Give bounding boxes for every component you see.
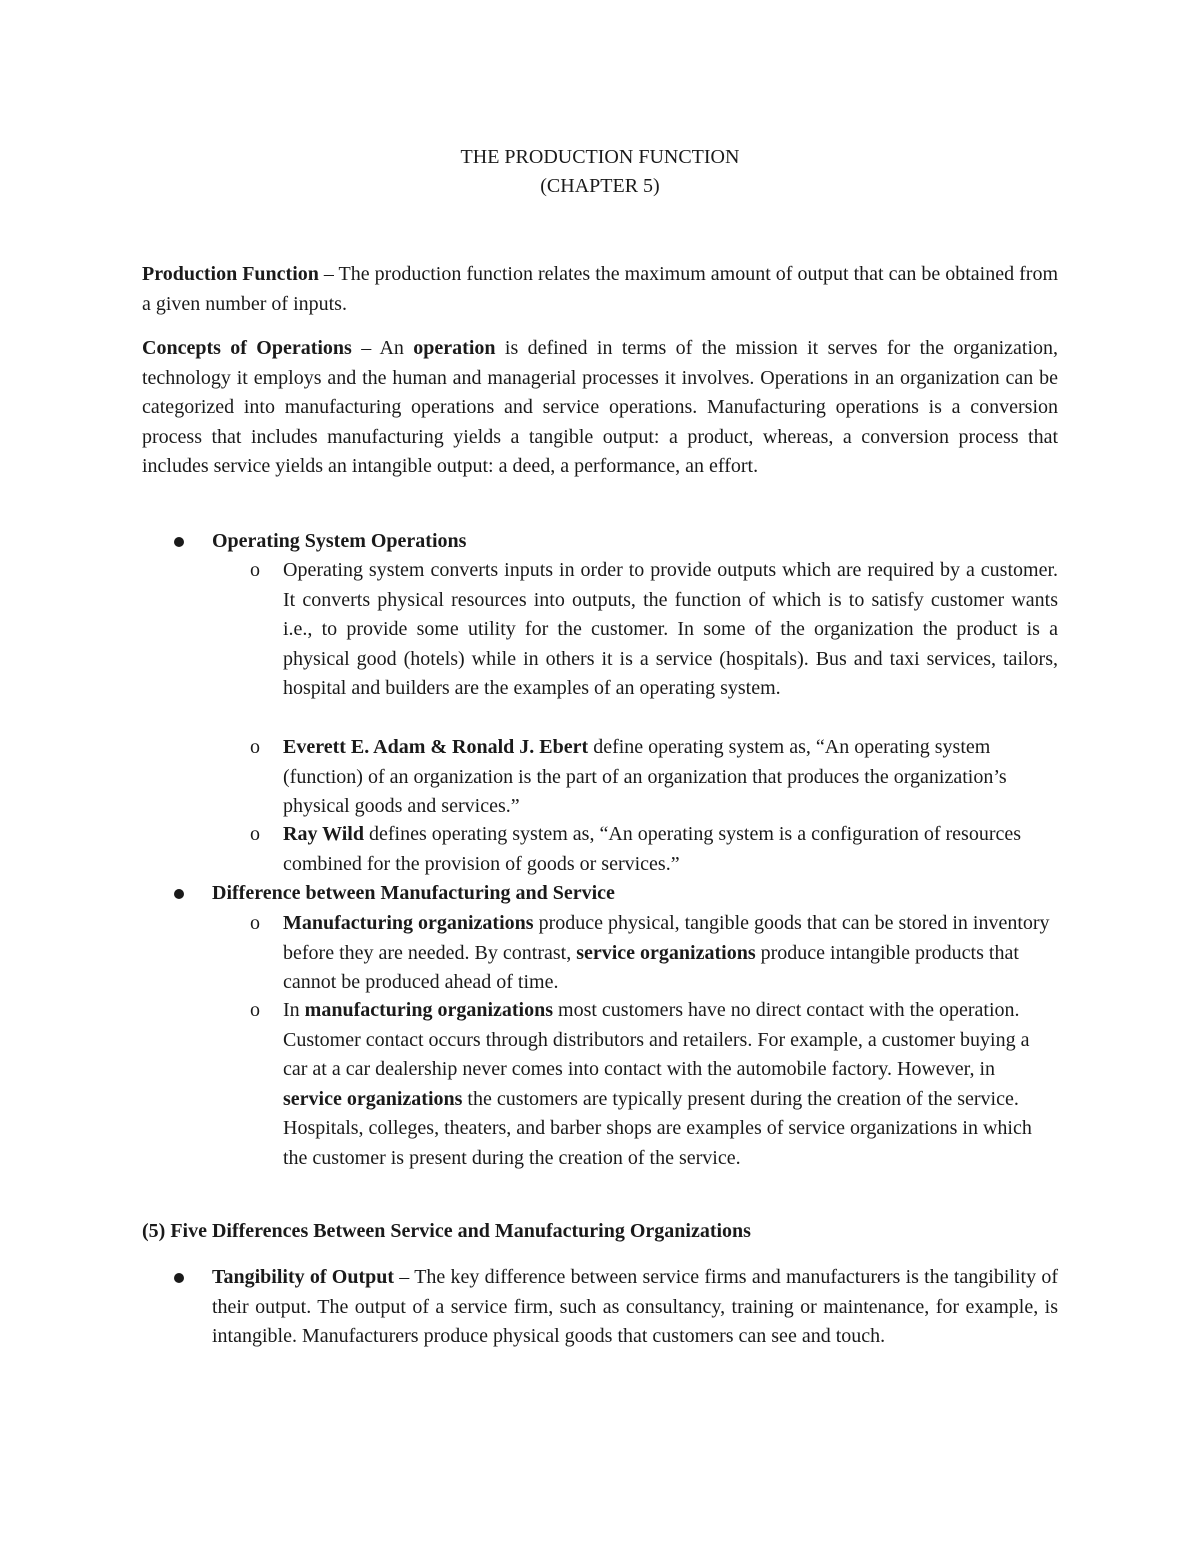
list-item-body: – The key difference between service firms and manufacturers is the tangibility of their output. The output of a service firm, such as consultancy, training or maintenance, for example, is intangible. Manufacturers produce physical goods that customers can see and touch. — [212, 1266, 1058, 1347]
list-item — [283, 820, 1058, 879]
term-concepts-of-operations: Concepts of Operations — [142, 337, 352, 359]
paragraph-body: – The production function relates the maximum amount of output that can be obtained from a given number of inputs. — [142, 263, 1058, 315]
list-item-body: In — [283, 999, 305, 1021]
paragraph-concepts-of-operations — [142, 334, 1058, 482]
list-item-body: produce physical, tangible goods that can be stored in inventory before they are needed. By contrast, — [283, 912, 1050, 964]
list-item-body: define operating system as, “An operating system (function) of an organization is the part of an organization that produces the organization’s physical goods and services.” — [283, 736, 1007, 817]
list-item — [212, 1263, 1058, 1352]
sub-bullet-icon: o — [250, 736, 260, 758]
term-manufacturing-organizations: manufacturing organizations — [304, 999, 554, 1021]
list-item — [283, 733, 1058, 822]
paragraph-body: is defined in terms of the mission it serves for the organization, technology it employs and the human and managerial processes it involves. Operations in an organization can be categorized into manufacturing operations and service operations. Manufacturing operations is a conversion process that includes manufacturing yields a tangible output: a product, whereas, a conversion process that includes service yields an intangible output: a deed, a performance, an effort. — [142, 337, 1059, 477]
term-operation: operation — [413, 337, 496, 359]
sub-bullet-icon: o — [250, 823, 260, 845]
list-item — [283, 996, 1058, 1173]
paragraph-production-function — [142, 260, 1058, 319]
list-item-body: most customers have no direct contact with the operation. Customer contact occurs through distributors and retailers. For example, a customer buying a car at a car dealership never comes into contact with the automobile factory. However, in — [283, 999, 1030, 1080]
sub-bullet-icon: o — [250, 912, 260, 934]
list-item-body: the customers are typically present during the creation of the service. Hospitals, colleges, theaters, and barber shops are examples of service organizations in which the customer is present during the creation of the service. — [283, 1087, 1032, 1169]
list-item-body: defines operating system as, “An operating system is a configuration of resources combined for the provision of goods or services.” — [283, 823, 1022, 875]
term-adam-ebert: Everett E. Adam & Ronald J. Ebert — [283, 736, 589, 758]
bullet-icon — [174, 1273, 184, 1283]
document-title: THE PRODUCTION FUNCTION — [460, 146, 740, 168]
bullet-icon — [174, 889, 184, 899]
paragraph-dash: – An — [351, 337, 414, 359]
sub-bullet-icon: o — [250, 999, 260, 1021]
sub-bullet-icon: o — [250, 559, 260, 581]
heading-five-differences: (5) Five Differences Between Service and Manufacturing Organizations — [142, 1220, 751, 1242]
list-item: Operating system converts inputs in order to provide outputs which are required by a customer. It converts physical resources into outputs, the function of which is to satisfy customer wants i.e., to provide some utility for the customer. In some of the organization the product is a physical good (hotels) while in others it is a service (hospitals). Bus and taxi services, tailors, hospital and builders are the examples of an operating system. — [283, 559, 1058, 699]
document-subtitle: (CHAPTER 5) — [540, 175, 660, 197]
term-ray-wild: Ray Wild — [283, 823, 364, 845]
list-item — [283, 909, 1058, 998]
list-item-body: produce intangible products that cannot be produced ahead of time. — [283, 941, 1019, 993]
term-tangibility-of-output: Tangibility of Output — [212, 1266, 395, 1288]
heading-operating-system-operations: Operating System Operations — [212, 530, 467, 552]
bullet-icon — [174, 537, 184, 547]
heading-difference-manufacturing-service: Difference between Manufacturing and Service — [212, 882, 615, 904]
term-service-organizations: service organizations — [283, 1087, 463, 1110]
term-manufacturing-organizations: Manufacturing organizations — [283, 912, 534, 934]
term-production-function: Production Function — [142, 263, 319, 285]
term-service-organizations: service organizations — [576, 941, 756, 964]
